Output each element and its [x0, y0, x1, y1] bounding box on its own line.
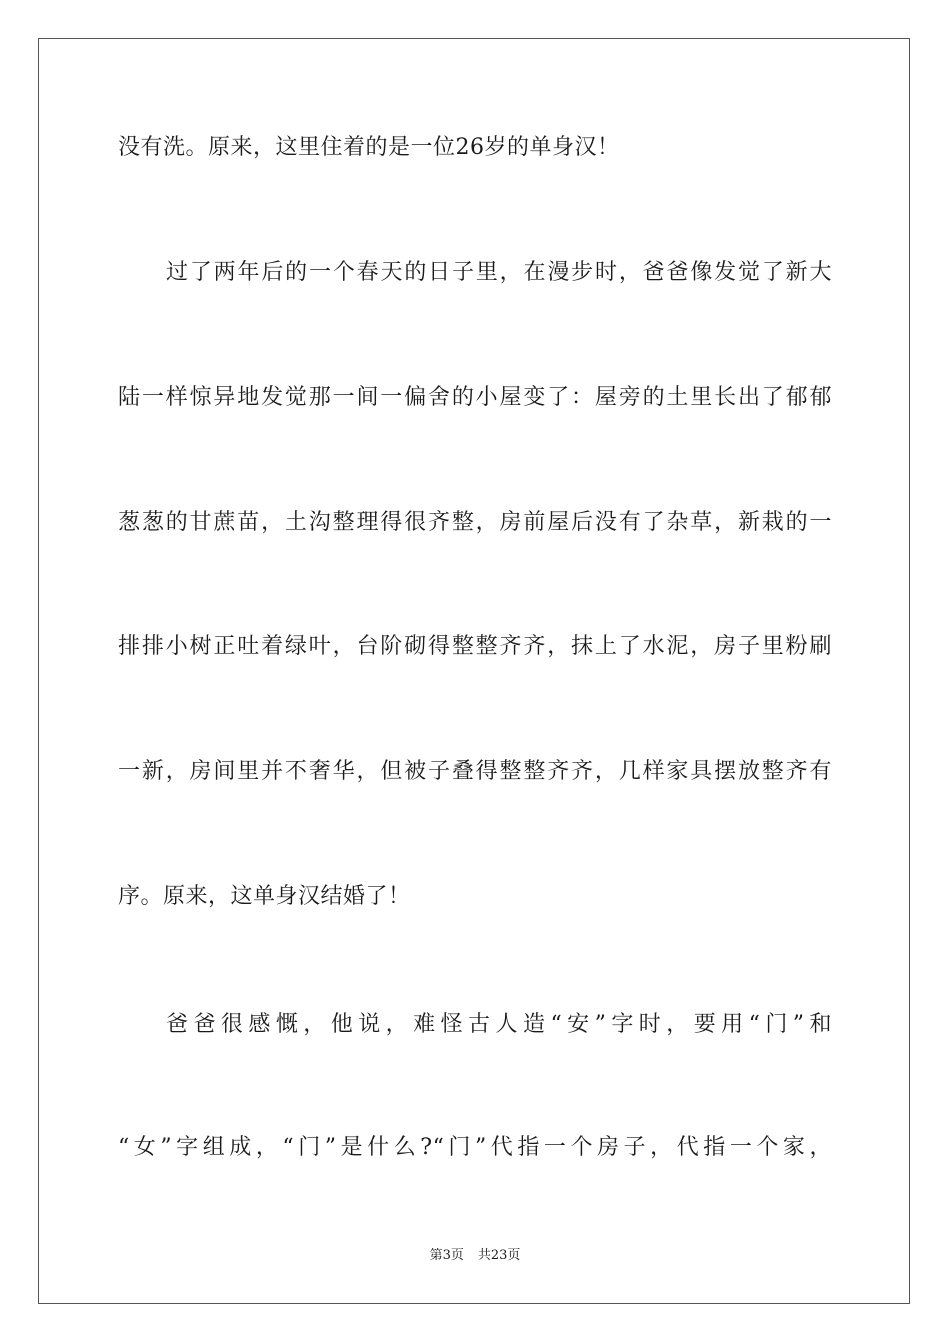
page-border — [38, 38, 910, 1304]
text-line: 陆一样惊异地发觉那一间一偏舍的小屋变了：屋旁的土里长出了郁郁 — [118, 385, 832, 410]
paragraph-first-line: 过了两年后的一个春天的日子里，在漫步时，爸爸像发觉了新大 — [166, 260, 832, 285]
text-line: 没有洗。原来，这里住着的是一位26岁的单身汉！ — [118, 135, 620, 160]
text-line: 排排小树正吐着绿叶，台阶砌得整整齐齐，抹上了水泥，房子里粉刷 — [118, 634, 832, 659]
text-line: 一新，房间里并不奢华，但被子叠得整整齐齐，几样家具摆放整齐有 — [118, 759, 832, 784]
page-total: 共23页 — [477, 1248, 521, 1263]
page-number: 第3页 — [429, 1248, 464, 1263]
text-line: “女”字组成，“门”是什么?“门”代指一个房子，代指一个家， — [118, 1135, 832, 1160]
text-line: 葱葱的甘蔗苗，土沟整理得很齐整，房前屋后没有了杂草，新栽的一 — [118, 510, 832, 535]
page-footer — [0, 1247, 950, 1265]
text-line: 序。原来，这单身汉结婚了！ — [118, 884, 411, 909]
paragraph-first-line: 爸爸很感慨，他说，难怪古人造“安”字时，要用“门”和 — [166, 1012, 832, 1037]
